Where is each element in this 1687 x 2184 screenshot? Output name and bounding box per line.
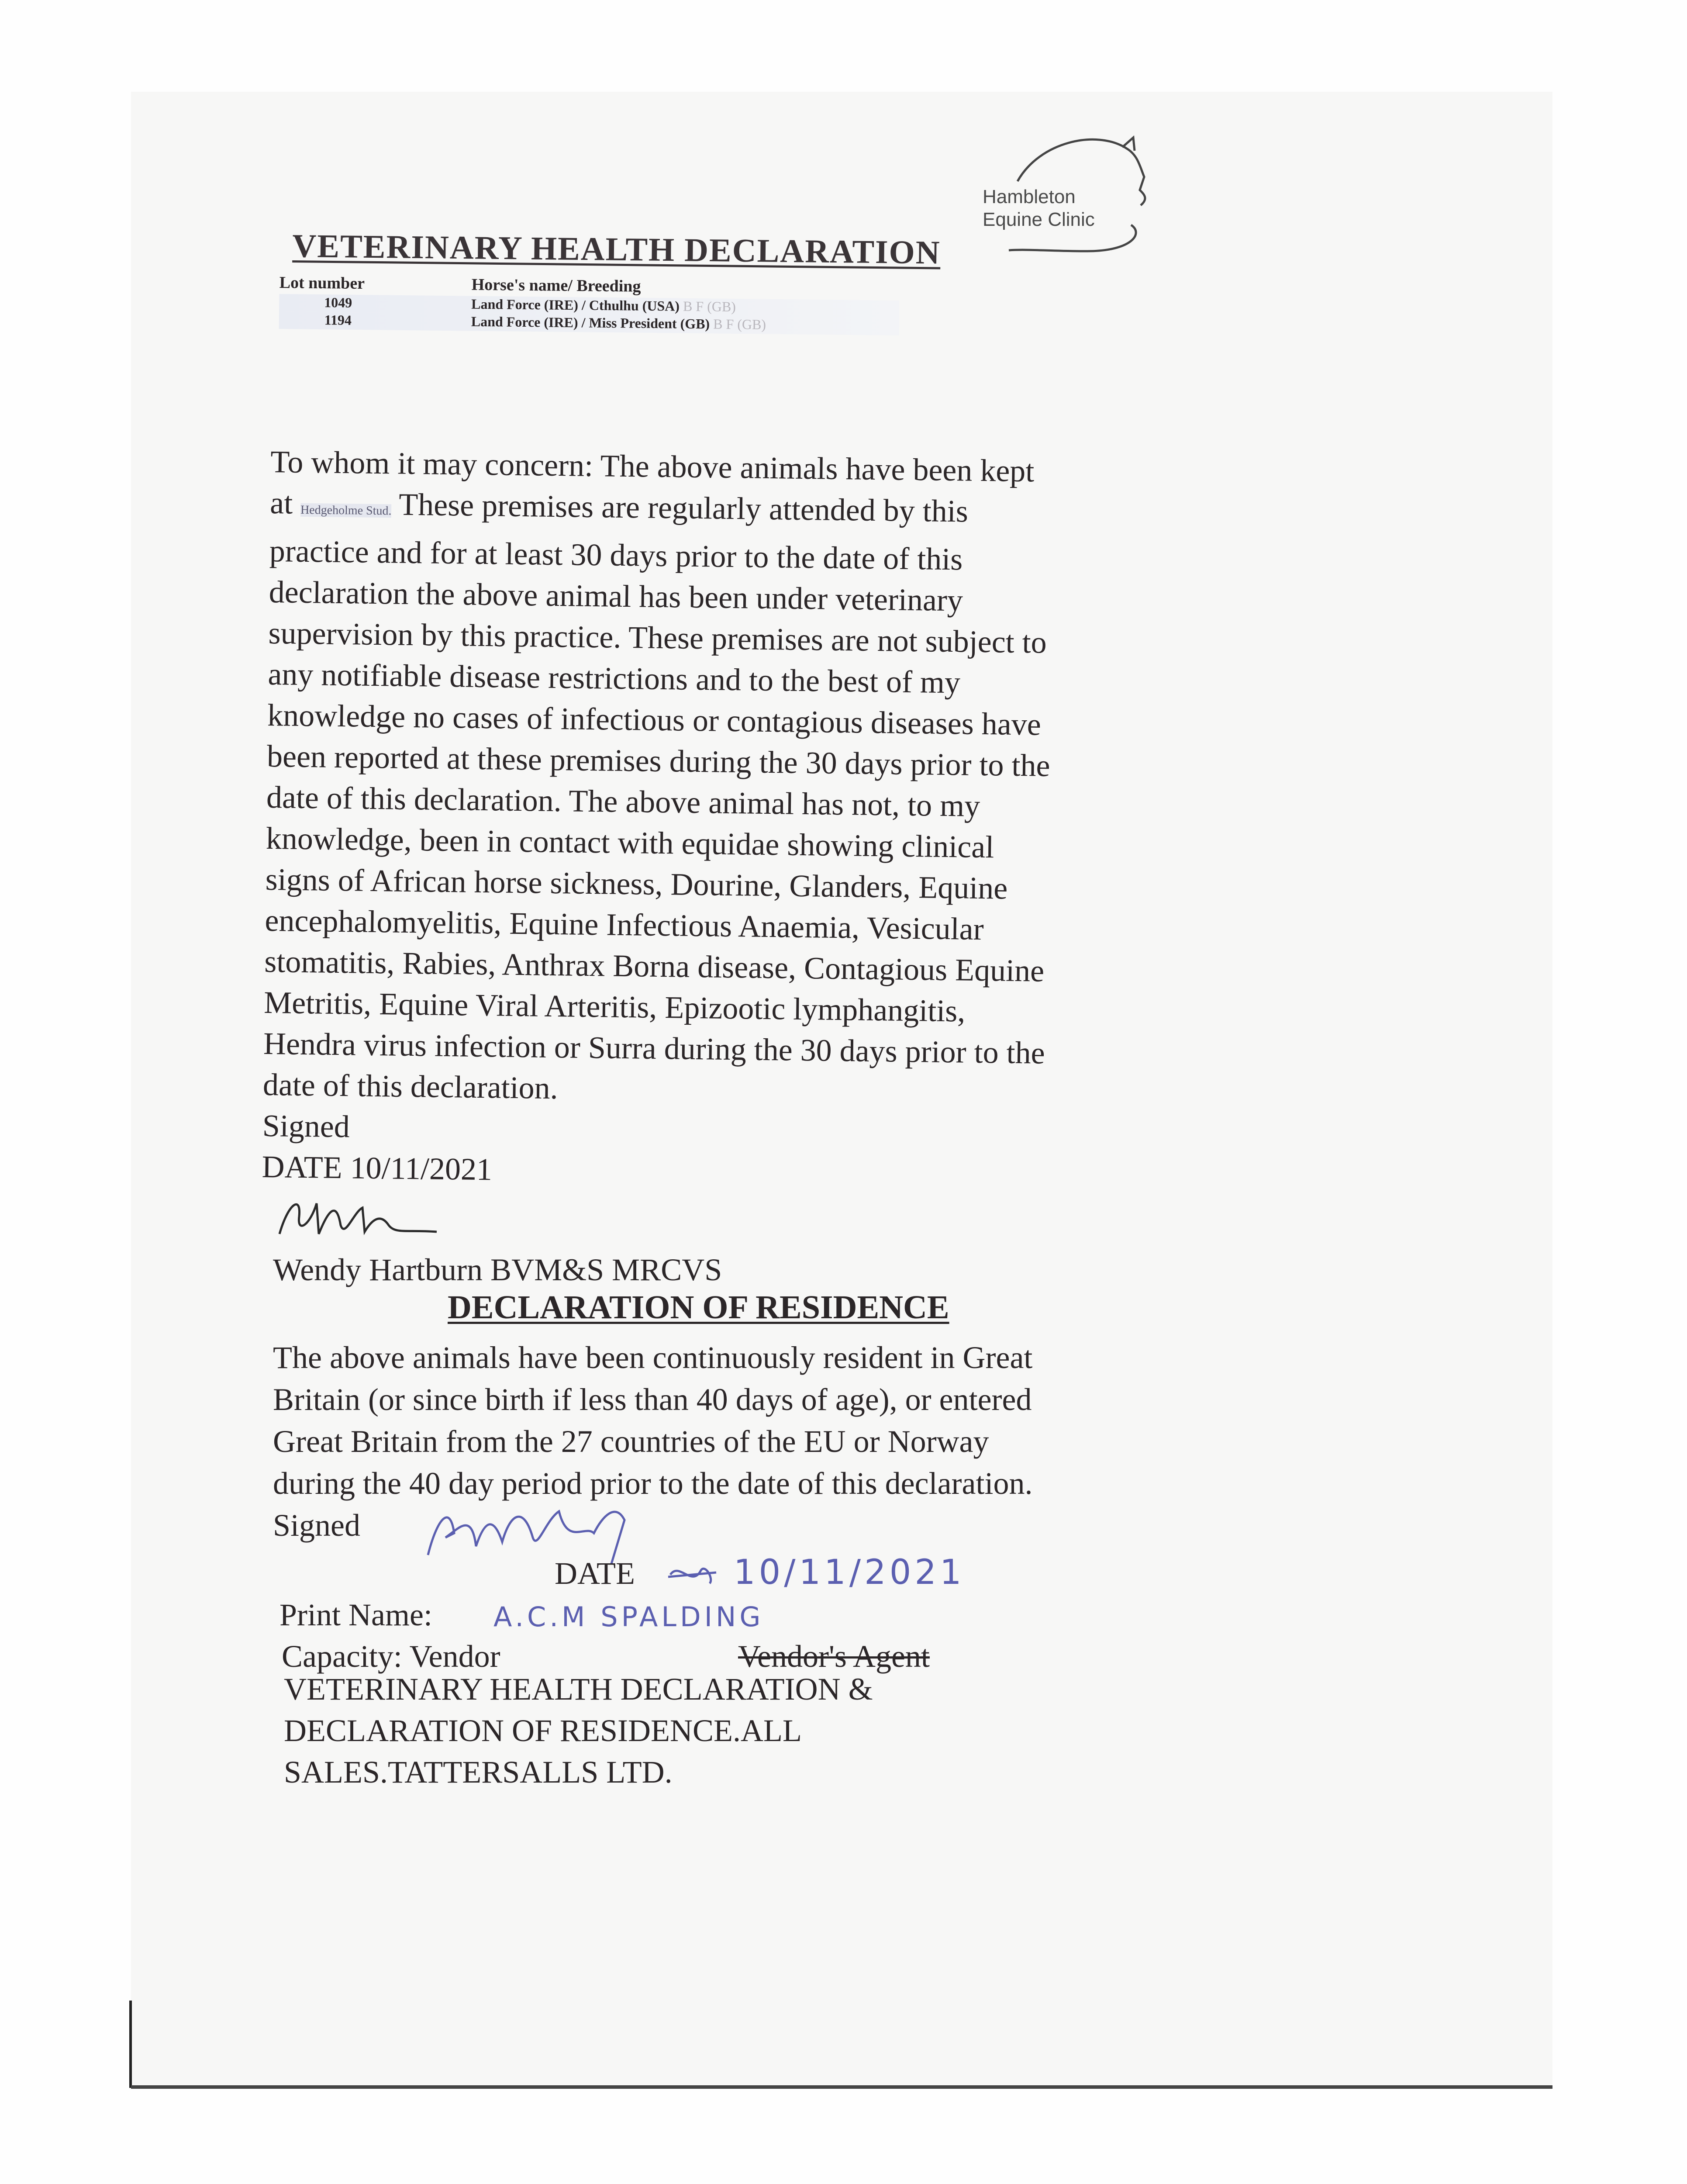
crossed-out-mark (666, 1557, 718, 1592)
horse-name (471, 296, 736, 315)
lot-table (279, 273, 900, 335)
vet-signature (275, 1186, 441, 1247)
header-lot-number: Lot number (279, 273, 365, 293)
logo-line-1: Hambleton (983, 186, 1076, 207)
body-line: To whom it may concern: The above animals have been kept (270, 444, 1035, 489)
residence-text (273, 1337, 1155, 1546)
body-line: date of this declaration. The above animal has not, to my (266, 779, 980, 823)
vet-date: DATE 10/11/2021 (262, 1149, 493, 1187)
body-line: supervision by this practice. These premises are not subject to (268, 615, 1047, 660)
print-name-label: Print Name: (279, 1597, 432, 1632)
body-line: knowledge, been in contact with equidae showing clinical (266, 820, 994, 865)
vet-name: Wendy Hartburn BVM&S MRCVS (273, 1252, 722, 1287)
body-line: practice and for at least 30 days prior to the date of this (269, 533, 963, 577)
residence-line: during the 40 day period prior to the date of this declaration. (273, 1466, 1033, 1501)
horse-sex-origin: B F (GB) (683, 298, 736, 314)
page-title: VETERINARY HEALTH DECLARATION (292, 227, 941, 271)
print-name-value: A.C.M SPALDING (493, 1601, 764, 1633)
body-text: These premises are regularly attended by this (398, 487, 969, 529)
body-text: at (269, 485, 293, 521)
footer-text (284, 1669, 873, 1793)
horse-sex-origin: B F (GB) (713, 316, 766, 332)
body-line: any notifiable disease restrictions and to the best of my (267, 656, 961, 700)
body-line: signs of African horse sickness, Dourine, Glanders, Equine (265, 861, 1008, 906)
residence-line: Great Britain from the 27 countries of the EU or Norway (273, 1424, 989, 1459)
residence-line: The above animals have been continuously resident in Great (273, 1340, 1033, 1375)
footer-line: SALES.TATTERSALLS LTD. (284, 1755, 673, 1790)
vendor-agent-label: Vendor's Agent (738, 1639, 930, 1674)
logo-line-2: Equine Clinic (983, 209, 1095, 230)
horse-breeding: Land Force (IRE) / Cthulhu (USA) (471, 296, 680, 314)
body-line: date of this declaration. (262, 1067, 559, 1106)
body-line: been reported at these premises during the 30 days prior to the (266, 738, 1051, 783)
capacity-label: Capacity: Vendor (282, 1639, 500, 1674)
clinic-logo (965, 124, 1157, 256)
body-line: knowledge no cases of infectious or contagious diseases have (267, 697, 1042, 742)
body-line: declaration the above animal has been under veterinary (269, 574, 963, 618)
vendor-date-value: 10/11/2021 (734, 1553, 965, 1592)
page-edge-bottom (131, 2085, 1552, 2089)
page-edge-left (129, 2001, 132, 2088)
vendor-date-label: DATE (555, 1556, 635, 1591)
horse-breeding: Land Force (IRE) / Miss President (GB) (471, 313, 710, 332)
body-line: Metritis, Equine Viral Arteritis, Epizootic lymphangitis, (263, 985, 966, 1029)
header-horse-name: Horse's name/ Breeding (471, 275, 641, 296)
lot-number: 1049 (324, 294, 352, 311)
footer-line: DECLARATION OF RESIDENCE.ALL (284, 1713, 802, 1748)
stud-name: Hedgeholme Stud. (300, 503, 392, 518)
residence-line: Britain (or since birth if less than 40 days of age), or entered (273, 1382, 1032, 1417)
body-line: stomatitis, Rabies, Anthrax Borna disease, Contagious Equine (264, 943, 1045, 988)
vet-signed-label: Signed (262, 1108, 350, 1144)
residence-heading: DECLARATION OF RESIDENCE (448, 1289, 949, 1326)
body-line: encephalomyelitis, Equine Infectious Anaemia, Vesicular (265, 902, 984, 947)
lot-number: 1194 (324, 312, 352, 328)
vendor-signed-label: Signed (273, 1508, 361, 1543)
health-declaration-text (262, 441, 1162, 1198)
body-line: Hendra virus infection or Surra during the 30 days prior to the (263, 1026, 1045, 1071)
horse-name (471, 314, 766, 333)
footer-line: VETERINARY HEALTH DECLARATION & (284, 1672, 873, 1707)
